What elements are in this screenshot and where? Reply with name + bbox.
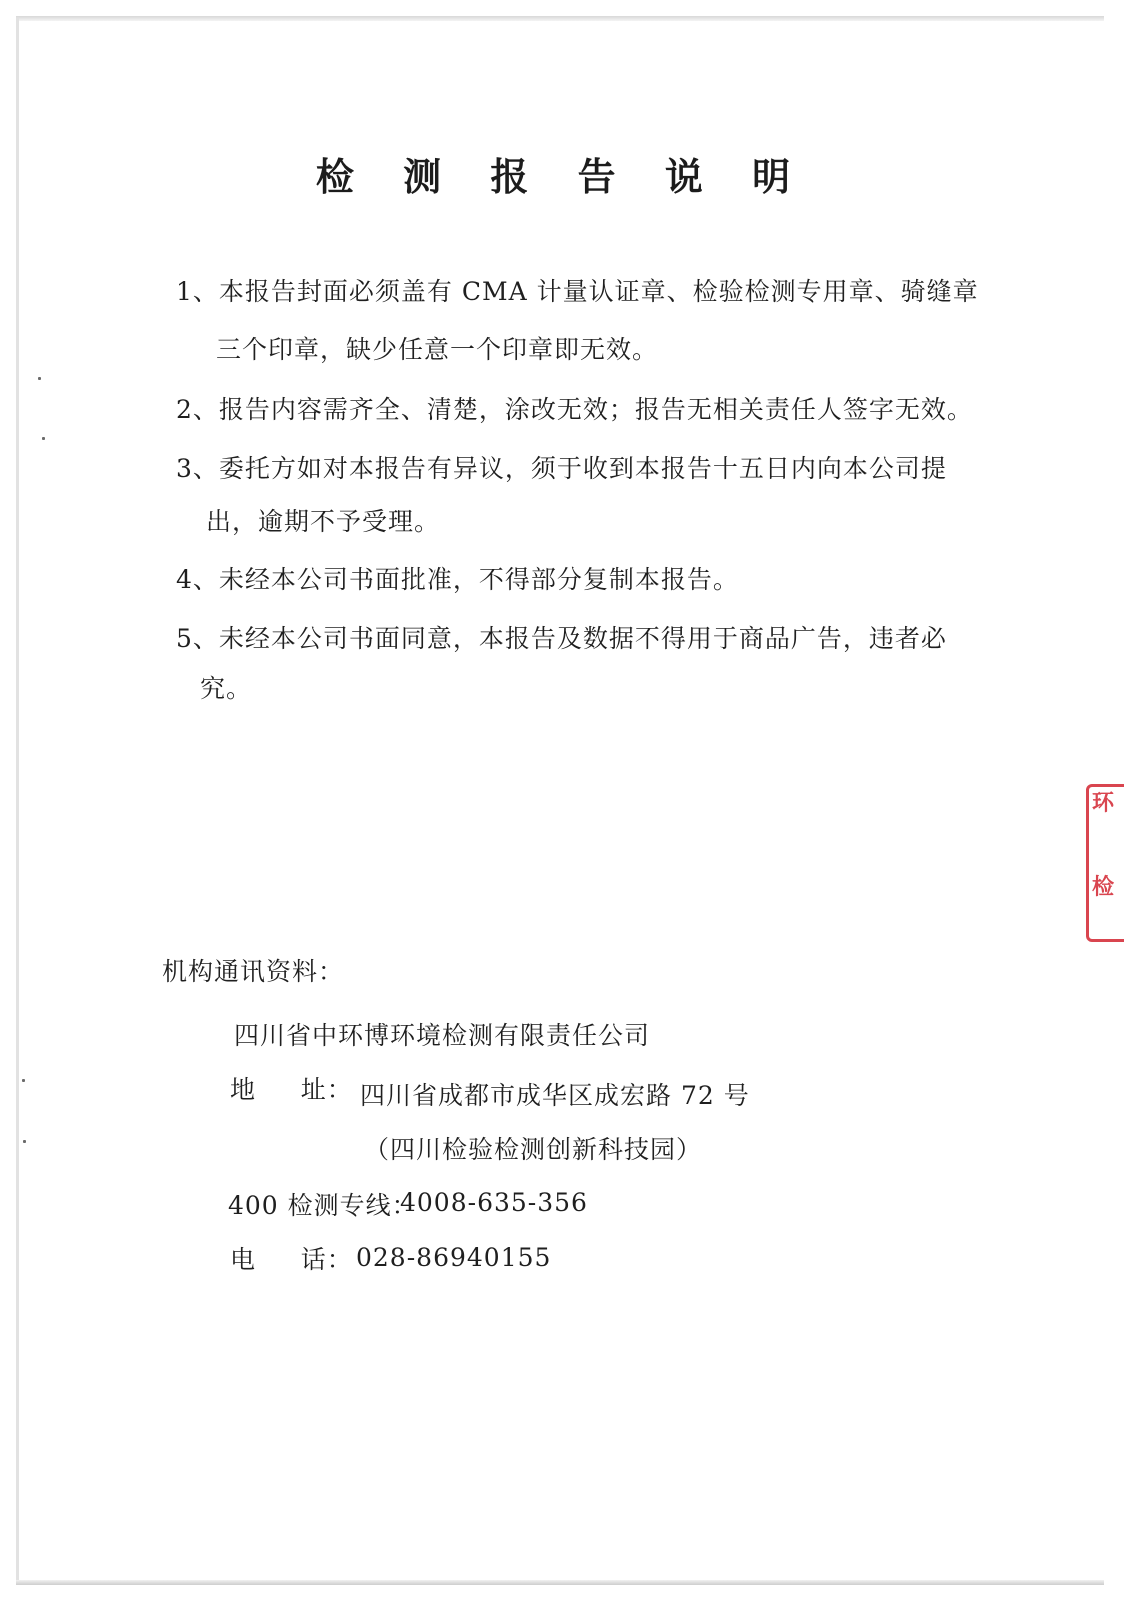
hotline-value: 4008-635-356	[400, 1188, 588, 1217]
phone-value: 028-86940155	[356, 1243, 552, 1272]
stamp-char: 检	[1092, 874, 1115, 900]
page-title: 检 测 报 告 说 明	[315, 154, 809, 199]
notice-item-1-line-1: 1、本报告封面必须盖有 CMA 计量认证章、检验检测专用章、骑缝章	[176, 277, 979, 306]
scan-speck	[22, 1079, 25, 1082]
notice-item-3-line-1: 3、委托方如对本报告有异议，须于收到本报告十五日内向本公司提	[176, 454, 947, 483]
scan-edge-left	[16, 18, 19, 1582]
scan-speck	[38, 377, 41, 380]
contact-heading: 机构通讯资料：	[162, 957, 345, 986]
notice-item-2-line-1: 2、报告内容需齐全、清楚，涂改无效；报告无相关责任人签字无效。	[176, 395, 973, 424]
scan-speck	[42, 437, 45, 440]
notice-item-1-line-2: 三个印章，缺少任意一个印章即无效。	[216, 335, 659, 364]
notice-item-5-line-1: 5、未经本公司书面同意，本报告及数据不得用于商品广告，违者必	[176, 624, 947, 653]
phone-label: 电 话：	[230, 1245, 353, 1274]
stamp-char: 环	[1092, 790, 1115, 816]
scan-edge-bottom	[16, 1580, 1104, 1585]
address-note: （四川检验检测创新科技园）	[364, 1135, 703, 1164]
company-name: 四川省中环博环境检测有限责任公司	[234, 1021, 651, 1050]
scan-edge-top	[16, 16, 1104, 21]
scan-speck	[23, 1140, 26, 1143]
seam-stamp	[1082, 784, 1124, 944]
address-value: 四川省成都市成华区成宏路 72 号	[360, 1081, 750, 1110]
address-label: 地 址：	[230, 1075, 353, 1104]
notice-item-4-line-1: 4、未经本公司书面批准，不得部分复制本报告。	[176, 565, 739, 594]
hotline-label: 400 检测专线：	[228, 1191, 418, 1220]
notice-item-3-line-2: 出，逾期不予受理。	[206, 507, 441, 536]
notice-item-5-line-2: 究。	[200, 674, 253, 703]
